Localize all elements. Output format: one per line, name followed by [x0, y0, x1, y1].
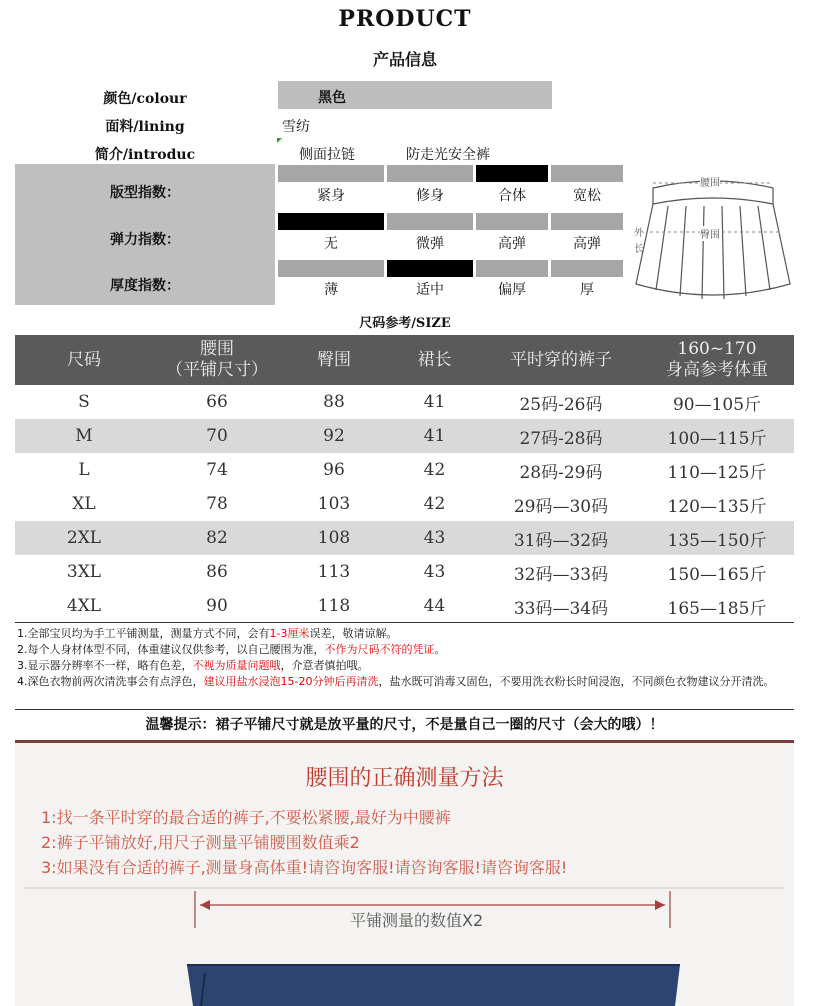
cell: 43 [423, 562, 446, 582]
thickness-bar-2-selected [387, 260, 473, 277]
thickness-option: 薄 [324, 282, 338, 298]
header-weight: 160~170 身高参考体重 [640, 335, 794, 385]
thickness-bar-3 [476, 260, 548, 277]
cell: 42 [423, 494, 446, 514]
note-4: 4.深色衣物前两次清洗事会有点浮色，建议用盐水浸泡15-20分钟后再清洗，盐水既可消毒又固色，不要用洗衣粉长时间浸泡，不同颜色衣物建议分开清洗。 [17, 675, 775, 688]
measure-guide-panel [15, 740, 794, 1006]
stretch-option: 高弹 [498, 236, 526, 252]
notes-divider [15, 709, 794, 710]
cell: 70 [153, 419, 281, 453]
measure-guide-step-3: 3:如果没有合适的裤子,测量身高体重!请咨询客服!请咨询客服!请咨询客服! [41, 858, 568, 877]
cell: 110—125斤 [667, 462, 767, 483]
fit-option: 紧身 [317, 188, 345, 204]
thickness-option: 偏厚 [498, 282, 526, 298]
lining-label: 面料/lining [105, 119, 185, 135]
header-size: 尺码 [15, 335, 153, 385]
cell: 108 [281, 521, 387, 555]
fit-option: 宽松 [573, 188, 601, 204]
arrow-head-right [655, 900, 665, 910]
diagram-outer-label-2: 长 [634, 244, 644, 255]
cell: 82 [153, 521, 281, 555]
cell: 86 [206, 562, 228, 582]
note-2: 2.每个人身材体型不同，体重建议仅供参考，以自己腰围为准，不作为尺码不符的凭证。 [17, 643, 446, 656]
cell: 32码—33码 [513, 564, 609, 585]
table-row [15, 521, 794, 555]
cell: 90 [206, 596, 228, 616]
cell: 42 [423, 460, 446, 480]
cell: 96 [323, 460, 345, 480]
size-table-title: 尺码参考/SIZE [359, 316, 451, 331]
table-row [15, 419, 794, 453]
fit-option: 修身 [416, 188, 444, 204]
cell: 4XL [66, 596, 102, 616]
page-title: PRODUCT [338, 6, 472, 32]
cell: 100—115斤 [640, 419, 794, 453]
fit-bar-4 [551, 165, 623, 182]
table-row [15, 453, 794, 487]
cell: 2XL [15, 521, 153, 555]
cell: 41 [423, 392, 446, 412]
diagram-hip-label: 臀围 [700, 226, 720, 241]
cell: 28码-29码 [519, 462, 603, 483]
thickness-bar-1 [278, 260, 384, 277]
fit-bar-3-selected [476, 165, 548, 182]
stretch-index-label: 弹力指数： [110, 232, 180, 248]
stretch-bar-1-selected [278, 213, 384, 230]
cell: 74 [206, 460, 228, 480]
measure-guide-step-1: 1:找一条平时穿的最合适的裤子,不要松紧腰,最好为中腰裤 [41, 808, 451, 827]
cell: 135—150斤 [640, 521, 794, 555]
cell: 78 [206, 494, 228, 514]
stretch-option: 无 [324, 236, 338, 252]
pants-illustration [15, 883, 794, 1006]
cell: 92 [281, 419, 387, 453]
cell: 150—165斤 [667, 564, 767, 585]
stretch-option: 微弹 [416, 236, 444, 252]
cell: 66 [206, 392, 228, 412]
measure-guide-title: 腰围的正确测量方法 [305, 766, 504, 791]
cell: S [78, 392, 90, 412]
fit-option: 合体 [498, 188, 526, 204]
warm-tip: 温馨提示：裙子平铺尺寸就是放平量的尺寸，不是量自己一圈的尺寸（会大的哦）！ [145, 717, 664, 733]
diagram-outer-label-1: 外 [634, 228, 644, 239]
lining-value: 雪纺 [282, 119, 310, 135]
stretch-bar-2 [387, 213, 473, 230]
table-row [15, 589, 794, 623]
intro-label: 简介/introduc [94, 147, 196, 163]
page-subtitle: 产品信息 [372, 50, 437, 69]
cell: 3XL [66, 562, 102, 582]
cell: 103 [317, 494, 351, 514]
size-table [15, 335, 794, 623]
colour-value-bar [278, 81, 552, 109]
table-row [15, 555, 794, 589]
cell: 44 [423, 596, 446, 616]
note-1: 1.全部宝贝均为手工平铺测量，测量方式不同，会有1-3厘米误差，敬请谅解。 [17, 627, 398, 640]
cell: 88 [323, 392, 345, 412]
cell: M [15, 419, 153, 453]
cell: 90—105斤 [672, 394, 762, 415]
arrow-head-left [200, 900, 210, 910]
header-hip: 臀围 [281, 335, 387, 385]
colour-value: 黑色 [318, 90, 346, 106]
thickness-bar-4 [551, 260, 623, 277]
intro-value-2: 防走光安全裤 [406, 147, 490, 163]
cell: 25码-26码 [519, 394, 603, 415]
thickness-option: 厚 [580, 282, 594, 298]
fit-bar-1 [278, 165, 384, 182]
header-pants-size: 平时穿的裤子 [482, 335, 640, 385]
notes [17, 626, 797, 690]
cell-marker [277, 138, 282, 143]
stretch-bar-3 [476, 213, 548, 230]
cell: L [78, 460, 90, 480]
header-waist: 腰围 （平铺尺寸） [153, 335, 281, 385]
table-row [15, 385, 794, 419]
cell: 29码—30码 [513, 496, 609, 517]
diagram-waist-label: 腰围 [700, 174, 720, 189]
pants-waist [187, 965, 680, 1006]
stretch-bar-4 [551, 213, 623, 230]
cell: 41 [387, 419, 482, 453]
colour-label: 颜色/colour [103, 91, 187, 107]
thickness-index-label: 厚度指数： [110, 278, 180, 294]
table-row [15, 487, 794, 521]
table-divider [15, 622, 794, 623]
cell: 31码—32码 [482, 521, 640, 555]
measure-label: 平铺测量的数值X2 [350, 911, 484, 930]
thickness-option: 适中 [416, 282, 444, 298]
stretch-option: 高弹 [573, 236, 601, 252]
cell: XL [72, 494, 96, 514]
cell: 43 [387, 521, 482, 555]
cell: 165—185斤 [667, 598, 767, 619]
note-3: 3.显示器分辨率不一样，略有色差，不视为质量问题哦，介意者慎拍哦。 [17, 659, 369, 672]
skirt-pleats [656, 206, 770, 299]
skirt-body [636, 204, 790, 295]
cell: 33码—34码 [513, 598, 609, 619]
cell: 27码-28码 [482, 419, 640, 453]
fit-index-label: 版型指数： [110, 185, 180, 201]
header-length: 裙长 [387, 335, 482, 385]
cell: 118 [317, 596, 351, 616]
size-table-header-row [15, 335, 794, 385]
intro-value-1: 侧面拉链 [299, 147, 355, 163]
measure-guide-step-2: 2:裤子平铺放好,用尺子测量平铺腰围数值乘2 [41, 833, 360, 852]
cell: 113 [317, 562, 351, 582]
fit-bar-2 [387, 165, 473, 182]
cell: 120—135斤 [667, 496, 767, 517]
